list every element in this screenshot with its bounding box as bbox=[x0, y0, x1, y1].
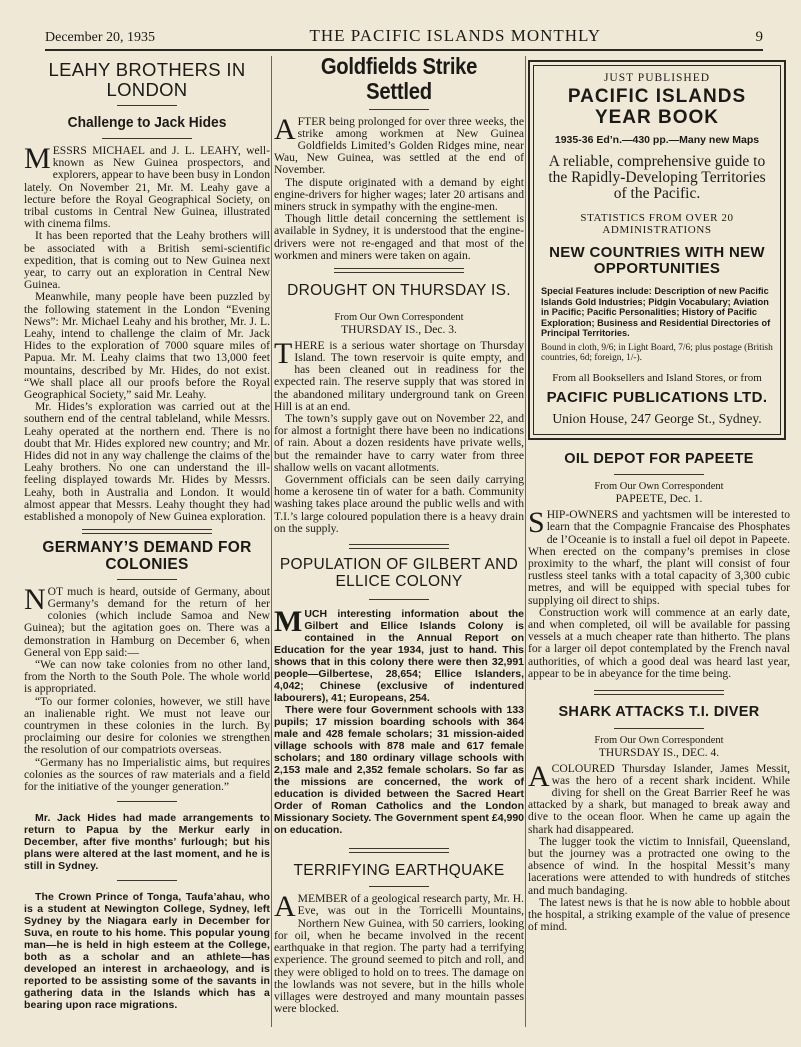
drop-cap: M bbox=[24, 141, 51, 175]
ad-kicker: JUST PUBLISHED bbox=[603, 72, 711, 84]
paragraph: Construction work will commence at an early date, and when completed, oil will be available for passing vessels at a much cheaper rate than hitherto. The plans for a larger oil depot contemplated by the French naval authorities, of which a good deal was heard last year, appear to be in abeyance for the time being. bbox=[528, 605, 790, 680]
paragraph: The lugger took the victim to Innisfail, Queensland, but the journey was a protracted one owing to the absence of wind. In the hospital Messit’s many lacerations were attended to with hundreds of stitches and much bandaging. bbox=[528, 834, 790, 897]
ad-publisher: PACIFIC PUBLICATIONS LTD. bbox=[546, 388, 768, 406]
section-divider bbox=[594, 690, 724, 695]
paragraph: “We can now take colonies from no other land, from the North to the South Pole. The whole world is appropriated. bbox=[24, 657, 270, 696]
drop-cap: A bbox=[274, 890, 296, 924]
paragraph: AFTER being prolonged for over three weeks, the strike among workmen at New Guinea Goldfields Limited’s Golden Ridges mine, near Wau, New Guinea, was settled at the end of November. bbox=[274, 112, 524, 177]
divider bbox=[117, 801, 177, 802]
paragraph: SHIP-OWNERS and yachtsmen will be interested to learn that the Compagnie Francaise des Phosphates de l’Oceanie is to install a fuel oil depot in Papeete. When erected on the company’s premises in close proximity to the wharf, the plant will consist of four rustless steel tanks with a total capacity of 3,300 cubic metres, and will be equipped with special tubes for supplying oil direct to ships. bbox=[528, 506, 790, 607]
article-drought bbox=[274, 279, 524, 535]
divider bbox=[117, 105, 177, 106]
ad-address: Union House, 247 George St., Sydney. bbox=[552, 410, 762, 426]
divider bbox=[614, 474, 704, 475]
column-1 bbox=[24, 54, 270, 1039]
article-title: DROUGHT ON THURSDAY IS. bbox=[287, 282, 511, 300]
article-shark bbox=[528, 705, 790, 934]
column-3 bbox=[528, 54, 790, 1039]
ad-features: Special Features include: Description of new Pacific Islands Gold Industries; Pidgin Vocabulary; Aviation in Pacific; Pacific Personalities; History of Pacific Exploration; Business and Residential Directories of Principal Territories. bbox=[541, 286, 771, 338]
divider bbox=[369, 599, 429, 600]
divider bbox=[102, 138, 192, 139]
section-divider bbox=[334, 268, 464, 273]
divider bbox=[369, 109, 429, 110]
note-tonga bbox=[24, 891, 270, 1011]
drop-cap: S bbox=[528, 506, 545, 540]
article-title: SHARK ATTACKS T.I. DIVER bbox=[558, 704, 760, 720]
divider bbox=[369, 886, 429, 887]
publication-title: THE PACIFIC ISLANDS MONTHLY bbox=[309, 26, 602, 45]
article-leahy bbox=[24, 58, 270, 523]
article-gilbert bbox=[274, 557, 524, 835]
paragraph: The town’s supply gave out on November 22, and for almost a fortnight there have been no indications of rain. About a dozen residents have private wells, but the remainder have to carry water from three shallow wells on vacant allotments. bbox=[274, 412, 524, 474]
advertisement-year-book bbox=[528, 60, 786, 440]
drop-cap: N bbox=[24, 582, 46, 616]
paragraph: There were four Government schools with 133 pupils; 17 mission boarding schools with 364 male and 428 female scholars; 31 mission-aided village schools with 878 male and 617 female scholars; and 180 ordinary village schools with 2,153 male and 2,352 female scholars. So far as the missions are concerned, the work of education is divided between the Sacred Heart Order of Roman Catholics and the London Missionary Society. The Government spent £4,990 on education. bbox=[274, 703, 524, 836]
column-divider bbox=[271, 56, 272, 1027]
divider bbox=[117, 880, 177, 881]
paragraph: Though little detail concerning the settlement is available in Sydney, it is understood that the engine-drivers were not re-engaged and that most of the workmen and miners were taken on again. bbox=[274, 212, 524, 262]
article-earthquake bbox=[274, 863, 524, 1016]
column-divider bbox=[525, 56, 526, 1027]
note-hides bbox=[24, 812, 270, 872]
ad-availability: From all Booksellers and Island Stores, or from bbox=[552, 371, 762, 384]
issue-date: December 20, 1935 bbox=[45, 30, 156, 45]
drop-cap: A bbox=[274, 112, 296, 146]
paragraph: “To our former colonies, however, we still have an inalienable right. We must not leave our countrymen in these colonies in the lurch. By proclaiming our desire for colonies we strengthen the resolution of our compatriots overseas. bbox=[24, 694, 270, 757]
ad-title: PACIFIC ISLANDS YEAR BOOK bbox=[567, 86, 747, 128]
dateline: THURSDAY IS., Dec. 3. bbox=[341, 323, 457, 336]
article-title: TERRIFYING EARTHQUAKE bbox=[293, 861, 505, 879]
article-title: OIL DEPOT FOR PAPEETE bbox=[564, 450, 754, 467]
article-title: GERMANY’S DEMAND FOR COLONIES bbox=[42, 539, 252, 573]
paragraph: AMEMBER of a geological research party, Mr. H. Eve, was out in the Torricelli Mountains, Northern New Guinea, with 50 carriers, looking for oil, when he became involved in the recent earthquake in that region. The party had a terrifying experience. The ground seemed to pitch and roll, and they were obliged to hold on to trees. The damage on the lowlands was not severe, but in the hills whole villages were destroyed and many mountain passes were blocked. bbox=[274, 890, 524, 1016]
dateline: PAPEETE, Dec. 1. bbox=[615, 493, 703, 506]
paragraph: THERE is a serious water shortage on Thursday Island. The town reservoir is quite empty, and has been cleaned out in readiness for the expected rain. The reserve supply that was stored in the abandoned military underground tank on Green Hill is at an end. bbox=[274, 336, 524, 413]
paragraph: NOT much is heard, outside of Germany, about Germany’s demand for the return of her colonies (which include Samoa and New Guinea); but the agitation goes on. There was a demonstration in Hamburg on December 6, when General von Epp said:— bbox=[24, 582, 270, 659]
article-goldfields bbox=[274, 54, 524, 262]
paragraph: Mr. Hides’s exploration was carried out at the southern end of the central tableland, while Messrs. Leahy operated at the northern end. There is no doubt that Mr. Hides explored new country; and Mr. Hides did not in any way challenge the claims of the Leahy brothers. No one can understand the ill-feeling displayed towards Mr. Hides by Messrs. Leahy, both in Australia and London. It would almost appear that Messrs. Leahy thought they had established a monopoly of New Guinea exploration. bbox=[24, 400, 270, 524]
paragraph: Government officials can be seen daily carrying home a kerosene tin of water for a bath. Community washing takes place around the public wells and with T.I.’s large coloured population there is a heavy drain on the supply. bbox=[274, 473, 524, 535]
paragraph: Mr. Jack Hides had made arrangements to return to Papua by the Merkur early in December, after five months’ furlough; but his plans were altered at the last moment, and he is still in Sydney. bbox=[24, 812, 270, 873]
paragraph: Meanwhile, many people have been puzzled by the following statement in the London “Evening News”: Mr. Michael Leahy and his brother, Mr. J. L. Leahy, intend to challenge the claim of Mr. Jack Hides to the exploration of 7000 square miles of Papua. Mr. M. Leahy claims that two 13,000 feet mountains, described by Mr. Hides, do not exist. “We shall place all our proofs before the Royal Geographical Society,” said Mr. Leahy. bbox=[24, 290, 270, 401]
ad-description: A reliable, comprehensive guide to the Rapidly-Developing Territories of the Pacific. bbox=[548, 153, 766, 202]
ad-slogan: NEW COUNTRIES WITH NEW OPPORTUNITIES bbox=[549, 244, 765, 277]
ad-statistics: STATISTICS FROM OVER 20 ADMINISTRATIONS bbox=[580, 212, 734, 236]
article-oil-depot bbox=[528, 452, 790, 681]
paragraph: MESSRS MICHAEL and J. L. LEAHY, well-known as New Guinea prospectors, and explorers, appear to have been busy in London lately. On November 21, Mr. M. Leahy gave a lecture before the Royal Geographical Society, on tribal customs in Central New Guinea, illustrated with cinema films. bbox=[24, 141, 270, 231]
ad-prices: Bound in cloth, 9/6; in Light Board, 7/6; plus postage (British countries, 6d; foreign, 1/-). bbox=[541, 342, 773, 363]
section-divider bbox=[349, 544, 449, 549]
paragraph: MUCH interesting information about the Gilbert and Ellice Islands Colony is contained in the Annual Report on Education for the year 1934, just to hand. This shows that in this colony there were then 32,991 people—Gilbertese, 28,654; Ellice Islanders, 4,042; Chinese (exclusive of indentured labourers), 41; Europeans, 254. bbox=[274, 604, 524, 704]
article-germany bbox=[24, 540, 270, 793]
paragraph: ACOLOURED Thursday Islander, James Messit, was the hero of a recent shark incident. While diving for shell on the Great Barrier Reef he was attacked by a shark, but managed to break away and dive to the ocean floor. When he came up again the shark had disappeared. bbox=[528, 759, 790, 836]
page-number: 9 bbox=[755, 29, 763, 45]
correspondent-line: From Our Own Correspondent bbox=[334, 311, 464, 323]
dateline: THURSDAY IS., DEC. 4. bbox=[598, 746, 720, 759]
divider bbox=[614, 728, 704, 729]
section-divider bbox=[349, 848, 449, 853]
paragraph: The latest news is that he is now able to hobble about the hospital, a striking example of the value of presence of mind. bbox=[528, 895, 790, 934]
column-2 bbox=[274, 54, 524, 1039]
article-title: POPULATION OF GILBERT AND ELLICE COLONY bbox=[279, 556, 519, 590]
page-header bbox=[45, 20, 763, 51]
drop-cap: M bbox=[274, 604, 303, 638]
paragraph: The Crown Prince of Tonga, Taufa’ahau, who is a student at Newington College, Sydney, left Sydney by the Niagara early in December for Suva, en route to his home. This popular young man—he is held in high esteem at the College, both as a scholar and an athlete—has developed an interest in archaeology, and is reported to be assisting some of the savants in gathering data in the Islands which has a bearing upon race migrations. bbox=[24, 891, 270, 1012]
article-title: Goldfields Strike Settled bbox=[320, 54, 478, 104]
article-subtitle: Challenge to Jack Hides bbox=[67, 113, 227, 131]
drop-cap: T bbox=[274, 336, 293, 370]
ad-edition: 1935-36 Ed’n.—430 pp.—Many new Maps bbox=[554, 134, 760, 146]
paragraph: “Germany has no Imperialistic aims, but requires colonies as the sources of raw materials and a field for the initiative of the younger generation.” bbox=[24, 755, 270, 793]
correspondent-line: From Our Own Correspondent bbox=[594, 734, 724, 746]
drop-cap: A bbox=[528, 759, 550, 793]
paragraph: It has been reported that the Leahy brothers will be associated with a British semi-scientific expedition, that is coming out to New Guinea next year, to carry out an exploration in Central New Guinea. bbox=[24, 229, 270, 292]
divider bbox=[117, 579, 177, 580]
section-divider bbox=[82, 529, 212, 534]
paragraph: The dispute originated with a demand by eight engine-drivers for higher wages; later 20 artisans and miners struck in sympathy with the engine-men. bbox=[274, 175, 524, 214]
article-title: LEAHY BROTHERS IN LONDON bbox=[48, 59, 246, 100]
correspondent-line: From Our Own Correspondent bbox=[594, 481, 724, 493]
